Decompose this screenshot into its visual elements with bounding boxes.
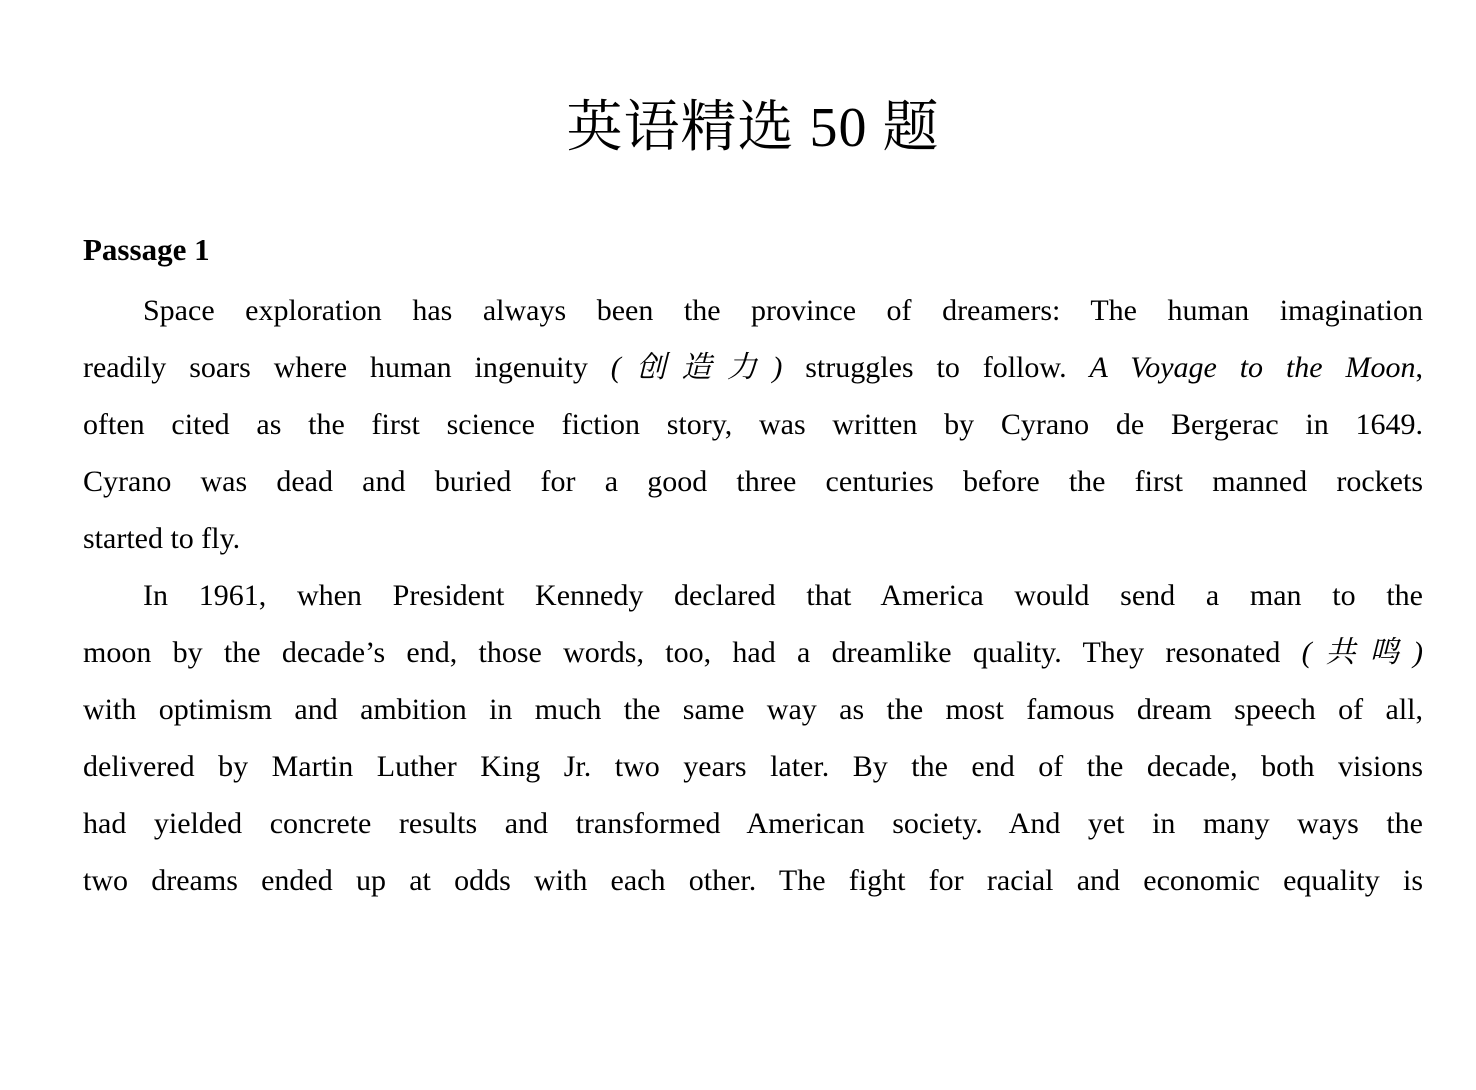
passage-line [83,681,1423,738]
passage-line [83,795,1423,852]
passage-line [83,282,1423,339]
passage-text: delivered by Martin Luther King Jr. two years later. By the end of the decade, both visions [83,750,1423,783]
passage-line [83,567,1423,624]
passage-text: Space exploration has always been the province of dreamers: The human imagination [143,294,1423,327]
passage-body [83,282,1423,909]
passage-text: with optimism and ambition in much the same way as the most famous dream speech of all, [83,693,1423,726]
passage-line [83,624,1423,681]
passage-heading: Passage 1 [83,232,210,267]
passage-line [83,453,1423,510]
passage-text: started to fly. [83,522,241,555]
passage-line [83,396,1423,453]
document-title: 英语精选 50 题 [566,97,940,159]
passage-line [83,852,1423,909]
passage-text: moon by the decade’s end, those words, too, had a dreamlike quality. They resonated [83,636,1302,669]
passage-text: struggles to follow. [782,351,1090,384]
passage-text: In 1961, when President Kennedy declared that America would send a man to the [143,579,1423,612]
passage-text: often cited as the first science fiction story, was written by Cyrano de Bergerac in 1649. [83,408,1423,441]
passage-text-emphasis: (共鸣) [1301,636,1423,669]
passage-text: two dreams ended up at odds with each other. The fight for racial and economic equality is [83,864,1423,897]
passage-text-emphasis: A Voyage to the Moon [1089,351,1416,384]
passage-line [83,738,1423,795]
passage-line [83,510,1423,567]
passage-line [83,339,1423,396]
passage-text-emphasis: (创造力) [610,351,783,384]
passage-text: had yielded concrete results and transformed American society. And yet in many ways the [83,807,1423,840]
passage-text: , [1415,351,1424,384]
passage-text: readily soars where human ingenuity [83,351,611,384]
document-page [0,96,1476,1090]
passage-text: Cyrano was dead and buried for a good three centuries before the first manned rockets [83,465,1423,498]
